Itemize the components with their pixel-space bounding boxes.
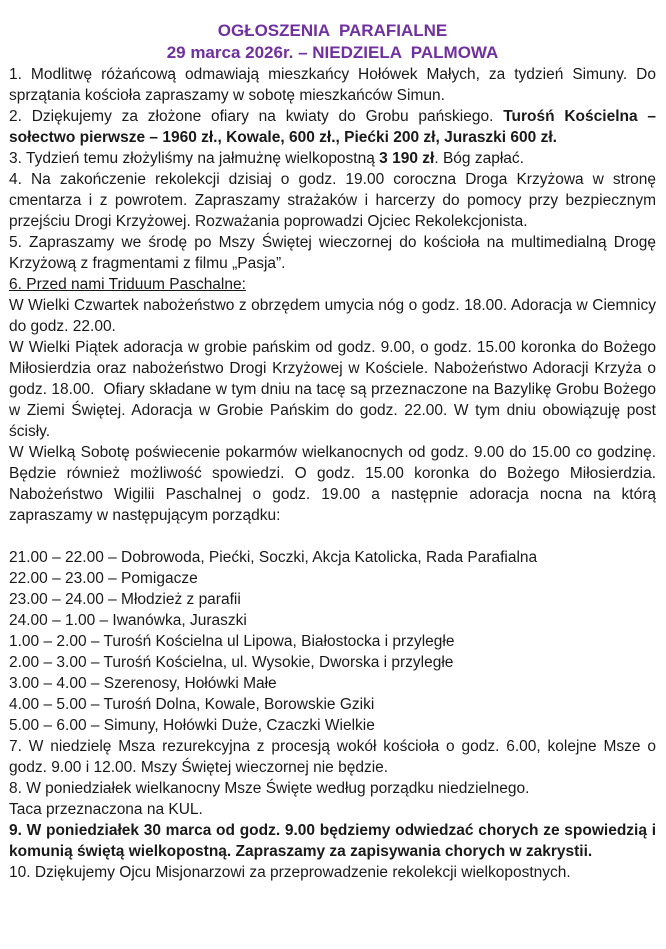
announcement-item-6-heading: 6. Przed nami Triduum Paschalne: <box>9 276 246 293</box>
schedule-line: 23.00 – 24.00 – Młodzież z parafii <box>9 591 241 608</box>
schedule-line: 5.00 – 6.00 – Simuny, Hołówki Duże, Czaczki Wielkie <box>9 717 375 734</box>
item-9-bold: 9. W poniedziałek 30 marca od godz. 9.00 będziemy odwiedzać chorych ze spowiedzią i komunią świętą wielkopostną. Zapraszamy za zapisywania chorych w zakrystii. <box>9 822 661 860</box>
item-6-holy-thursday: W Wielki Czwartek nabożeństwo z obrzędem umycia nóg o godz. 18.00. Adoracja w Ciemnicy do godz. 22.00. <box>9 297 661 335</box>
schedule-line: 1.00 – 2.00 – Turośń Kościelna ul Lipowa, Białostocka i przyległe <box>9 633 455 650</box>
item-3-amount-bold: 3 190 zł <box>379 150 435 167</box>
schedule-line: 22.00 – 23.00 – Pomigacze <box>9 570 198 587</box>
announcement-item-7: 7. W niedzielę Msza rezurekcyjna z procesją wokół kościoła o godz. 6.00, kolejne Msze o godz. 9.00 i 12.00. Mszy Świętej wieczornej nie będzie. <box>9 738 661 776</box>
announcement-item-2 <box>9 106 661 148</box>
announcement-item-9 <box>9 820 661 862</box>
schedule-line: 2.00 – 3.00 – Turośń Kościelna, ul. Wysokie, Dworska i przyległe <box>9 654 454 671</box>
schedule-line: 4.00 – 5.00 – Turośń Dolna, Kowale, Borowskie Gziki <box>9 696 375 713</box>
announcement-item-1: 1. Modlitwę różańcową odmawiają mieszkańcy Hołówek Małych, za tydzień Simuny. Do sprzątania kościoła zapraszamy w sobotę mieszkańców Simun. <box>9 66 661 104</box>
announcement-item-3 <box>9 148 656 169</box>
schedule-line: 3.00 – 4.00 – Szerenosy, Hołówki Małe <box>9 675 277 692</box>
announcement-item-5: 5. Zapraszamy we środę po Mszy Świętej wieczornej do kościoła na multimedialną Drogę Krzyżową z fragmentami z filmu „Pasja”. <box>9 234 661 272</box>
announcement-item-4: 4. Na zakończenie rekolekcji dzisiaj o godz. 19.00 coroczna Droga Krzyżowa w stronę cmentarza i z powrotem. Zapraszamy strażaków i harcerzy do pomocy przy bezpiecznym przejściu Drogi Krzyżowej. Rozważania poprowadzi Ojciec Rekolekcjonista. <box>9 171 661 230</box>
page-title: OGŁOSZENIA PARAFIALNE <box>217 21 448 40</box>
schedule-line: 24.00 – 1.00 – Iwanówka, Juraszki <box>9 612 247 629</box>
announcement-item-8: 8. W poniedziałek wielkanocny Msze Święte według porządku niedzielnego. <box>9 780 530 797</box>
document-header <box>9 20 656 64</box>
item-3-text-end: . Bóg zapłać. <box>434 150 524 167</box>
page-subtitle: 29 marca 2026r. – NIEDZIELA PALMOWA <box>166 43 499 62</box>
item-2-donations-bold: Turośń Kościelna – sołectwo pierwsze – 1960 zł., Kowale, 600 zł., Piećki 200 zł, Juraszki 600 zł. <box>9 108 661 146</box>
schedule-line: 21.00 – 22.00 – Dobrowoda, Piećki, Soczki, Akcja Katolicka, Rada Parafialna <box>9 549 538 566</box>
announcement-item-10: 10. Dziękujemy Ojcu Misjonarzowi za przeprowadzenie rekolekcji wielkopostnych. <box>9 864 571 881</box>
item-2-text: 2. Dziękujemy za złożone ofiary na kwiaty do Grobu pańskiego. <box>9 108 504 125</box>
adoration-schedule-list <box>9 547 656 736</box>
item-8-collection-note: Taca przeznaczona na KUL. <box>9 801 203 818</box>
item-6-holy-saturday: W Wielką Sobotę poświecenie pokarmów wielkanocnych od godz. 9.00 do 15.00 co godzinę. Będzie również możliwość spowiedzi. O godz. 15.00 koronka do Bożego Miłosierdzia. Nabożeństwo Wigilii Paschalnej o godz. 19.00 a następnie adoracja nocna na którą zapraszamy w następującym porządku: <box>9 444 661 524</box>
item-3-text: 3. Tydzień temu złożyliśmy na jałmużnę wielkopostną <box>9 150 380 167</box>
item-6-good-friday: W Wielki Piątek adoracja w grobie pańskim od godz. 9.00, o godz. 15.00 koronka do Bożego Miłosierdzia oraz nabożeństwo Drogi Krzyżowej w Kościele. Nabożeństwo Adoracji Krzyża o godz. 18.00. Ofiary składane w tym dniu na tacę są przeznaczone na Bazylikę Grobu Bożego w Ziemi Świętej. Adoracja w Grobie Pańskim do godz. 22.00. W tym dniu obowiązuję post ścisły. <box>9 339 661 440</box>
